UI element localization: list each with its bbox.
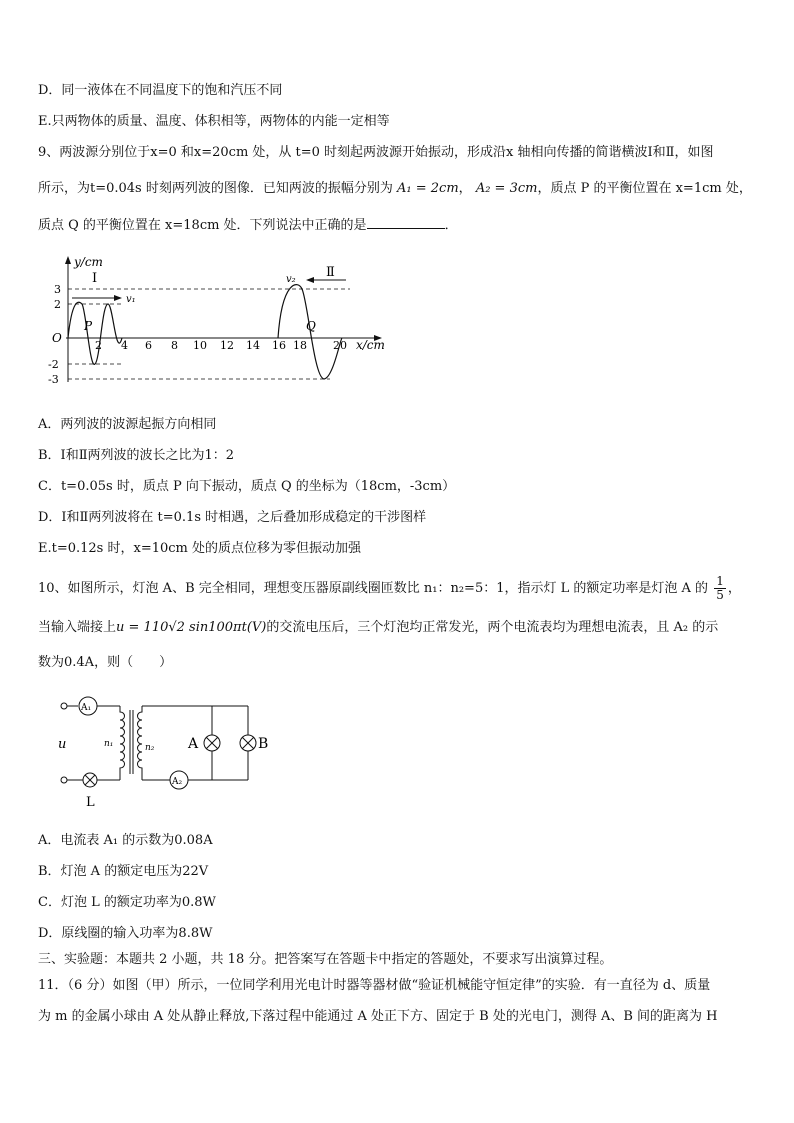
q10-option-b: B．灯泡 A 的额定电压为22V	[38, 864, 209, 879]
wave-figure	[50, 250, 390, 390]
optD-prev: D．同一液体在不同温度下的饱和汽压不同	[38, 83, 283, 98]
x-tick: 4	[121, 339, 128, 352]
q10-option-d: D．原线圈的输入功率为8.8W	[38, 926, 213, 941]
x-tick: 18	[293, 339, 307, 352]
q9-option-c: C．t=0.05s 时，质点 P 向下振动，质点 Q 的坐标为（18cm，-3cm）	[38, 479, 456, 494]
point-q-label: Q	[306, 319, 316, 333]
q9-line2a: 所示，为t=0.04s 时刻两列波的图像．已知两波的振幅分别为	[38, 181, 393, 196]
q10-line1-text: 10、如图所示，灯泡 A、B 完全相同，理想变压器原副线圈匝数比 n₁：n₂=5：1，指示灯 L 的额定功率是灯泡 A 的	[38, 581, 709, 596]
x-tick: 16	[272, 339, 286, 352]
lamp-b-label: B	[258, 736, 269, 752]
input-u-label: u	[58, 737, 67, 752]
q9-line3-text: 质点 Q 的平衡位置在 x=18cm 处．下列说法中正确的是	[38, 218, 367, 233]
ammeter-a1-label: A₁	[81, 703, 92, 713]
v2-label: v₂	[286, 274, 296, 285]
section-3-heading: 三、实验题：本题共 2 小题，共 18 分。把答案写在答题卡中指定的答题处，不要求写出演算过程。	[38, 952, 613, 967]
q10-line2	[38, 619, 718, 637]
wave-2-arrow-head	[306, 277, 314, 283]
q9-option-b: B．Ⅰ和Ⅱ两列波的波长之比为1：2	[38, 448, 235, 463]
q9-amp1: A₁ = 2cm	[397, 181, 459, 196]
q10-frac-end: ，	[727, 581, 741, 596]
q11-line1: 11．（6 分）如图（甲）所示，一位同学利用光电计时器等器材做“验证机械能守恒定律”的实验．有一直径为 d、质量	[38, 978, 711, 993]
q9-amp2: A₂ = 3cm	[475, 181, 538, 196]
x-tick: 12	[220, 339, 234, 352]
q9-line3-end: ．	[444, 218, 458, 233]
q11-line2: 为 m 的金属小球由 A 处从静止释放,下落过程中能通过 A 处正下方、固定于 B 处的光电门，测得 A、B 间的距离为 H	[38, 1009, 718, 1024]
y-tick: 3	[54, 283, 61, 296]
wave-1-curve	[68, 302, 122, 364]
q10-option-a: A．电流表 A₁ 的示数为0.08A	[38, 833, 213, 848]
lamp-a-label: A	[188, 736, 199, 752]
y-tick: -2	[48, 358, 59, 371]
q9-line3	[38, 216, 458, 235]
lamp-l-label: L	[86, 795, 95, 810]
q10-line3: 数为0.4A，则（ ）	[38, 655, 173, 670]
x-tick: 6	[145, 339, 152, 352]
y-tick: -3	[48, 373, 59, 386]
q10-line2b: 的交流电压后，三个灯泡均正常发光，两个电流表均为理想电流表，且 A₂ 的示	[266, 620, 719, 635]
q9-option-e: E.t=0.12s 时，x=10cm 处的质点位移为零但振动加强	[38, 541, 361, 556]
q10-formula: u = 110√2 sin100πt(V)	[116, 620, 267, 635]
answer-blank	[367, 216, 445, 229]
x-tick: 10	[193, 339, 207, 352]
n1-label: n₁	[104, 739, 114, 749]
x-axis-label: x/cm	[356, 338, 385, 352]
q10-line2a: 当输入端接上	[38, 620, 117, 635]
optE-prev: E.只两物体的质量、温度、体积相等，两物体的内能一定相等	[38, 114, 390, 129]
q9-line1: 9、两波源分别位于x=0 和x=20cm 处，从 t=0 时刻起两波源开始振动，形成沿x 轴相向传播的简谐横波Ⅰ和Ⅱ，如图	[38, 145, 714, 160]
frac-den: 5	[716, 588, 724, 602]
q9-option-a: A．两列波的波源起振方向相同	[38, 417, 217, 432]
q9-line2b: ，质点 P 的平衡位置在 x=1cm 处，	[537, 181, 752, 196]
y-axis-arrow	[65, 256, 71, 264]
ammeter-a2-label: A₂	[172, 777, 183, 787]
x-tick: 2	[95, 339, 102, 352]
circuit-figure	[52, 692, 292, 812]
wave-1-arrow-head	[114, 295, 122, 301]
n2-label: n₂	[145, 743, 155, 753]
v1-label: v₁	[126, 294, 136, 305]
y-axis-label: y/cm	[74, 255, 103, 269]
q9-sep: ，	[458, 181, 472, 196]
q10-line1	[38, 575, 741, 602]
x-tick: 20	[333, 339, 347, 352]
origin-label: O	[52, 331, 62, 345]
x-tick: 8	[171, 339, 178, 352]
q9-line2	[38, 180, 752, 198]
x-tick: 14	[246, 339, 260, 352]
q9-option-d: D．Ⅰ和Ⅱ两列波将在 t=0.1s 时相遇，之后叠加形成稳定的干涉图样	[38, 510, 427, 525]
wave-2-label: Ⅱ	[326, 265, 335, 280]
q10-option-c: C．灯泡 L 的额定功率为0.8W	[38, 895, 216, 910]
wave-1-label: Ⅰ	[92, 271, 98, 286]
point-p-label: P	[84, 319, 93, 333]
q10-fraction	[714, 575, 726, 602]
frac-num: 1	[716, 574, 724, 588]
y-tick: 2	[54, 298, 61, 311]
